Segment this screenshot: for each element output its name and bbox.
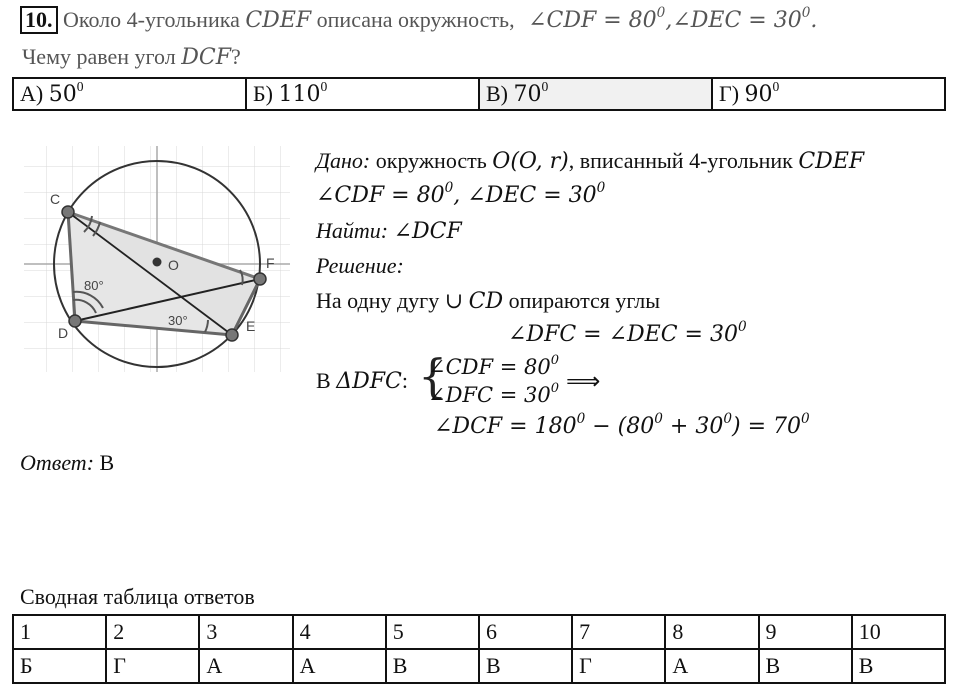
problem-question: Чему равен угол <box>22 44 176 69</box>
problem-text-2: описана окружность, <box>316 7 515 32</box>
summary-numbers-row <box>13 615 945 649</box>
option-b[interactable]: Б) $110^0$ <box>246 78 479 110</box>
given-line-2: ∠CDF = $80^0$, ∠DEC = $30^0$ <box>316 179 606 208</box>
problem-question-angle: DCF <box>181 45 231 70</box>
summary-answer: В <box>852 649 945 683</box>
summary-title: Сводная таблица ответов <box>20 584 255 609</box>
solution-label: Решение: <box>316 253 404 278</box>
summary-answer: А <box>199 649 292 683</box>
arc-line <box>316 288 660 314</box>
problem-angle-2: ∠DEC = 30 <box>672 8 802 33</box>
triangle-name: ΔDFC <box>336 369 402 394</box>
label-angle-80: 80° <box>84 278 104 293</box>
summary-table <box>12 614 946 684</box>
summary-number: 5 <box>386 615 479 649</box>
find-line <box>316 218 462 244</box>
options-table <box>12 77 946 111</box>
point-f <box>254 273 266 285</box>
system-line-1: ∠CDF = $80^0$ <box>428 353 560 379</box>
answer-line <box>20 450 114 476</box>
problem-line-1: 10. Около 4-угольника CDEF описана окружность, ∠CDF = $80^0,\angle DEC = 30^0$. <box>20 6 817 34</box>
given-text: окружность <box>375 148 487 173</box>
final-equation: ∠DCF = $180^0 - (80^0 + 30^0) = 70^0$ <box>434 410 810 439</box>
label-f: F <box>266 255 275 271</box>
answer-label: Ответ: <box>20 450 95 475</box>
point-o <box>153 258 162 267</box>
given-circle: O(O, r) <box>492 149 569 174</box>
summary-number: 3 <box>199 615 292 649</box>
summary-number: 10 <box>852 615 945 649</box>
problem-figure: CDEF <box>245 8 312 33</box>
given-label: Дано: <box>316 148 371 173</box>
option-g[interactable]: Г) $90^0$ <box>712 78 945 110</box>
problem-number: 10. <box>20 6 58 34</box>
arc-name: CD <box>468 289 504 314</box>
system-brace: { <box>418 349 448 403</box>
summary-number: 9 <box>759 615 852 649</box>
given-angle-b: , ∠DEC = 30 <box>453 183 597 208</box>
label-e: E <box>246 318 256 334</box>
given-figure: CDEF <box>798 149 865 174</box>
summary-number: 4 <box>293 615 386 649</box>
summary-answer: В <box>386 649 479 683</box>
label-angle-30: 30° <box>168 313 188 328</box>
implies-symbol: ⟹ <box>566 367 601 395</box>
question-mark: ? <box>230 44 241 69</box>
summary-answer: Г <box>106 649 199 683</box>
problem-text-1: Около 4-угольника <box>63 7 240 32</box>
summary-answer: Б <box>13 649 106 683</box>
summary-number: 7 <box>572 615 665 649</box>
problem-line-2 <box>22 44 241 70</box>
summary-number: 2 <box>106 615 199 649</box>
arc-text-2: опираются углы <box>508 288 661 313</box>
summary-answer: А <box>293 649 386 683</box>
equation-1-text: ∠DFC = ∠DEC = 30 <box>508 322 738 347</box>
option-v[interactable]: В) $70^0$ <box>479 78 712 110</box>
summary-answer: В <box>759 649 852 683</box>
option-a[interactable]: А) $50^0$ <box>13 78 246 110</box>
degree-mark: 0 <box>801 4 811 21</box>
point-c <box>62 206 74 218</box>
label-o: O <box>168 257 179 273</box>
point-e <box>226 329 238 341</box>
answer-value: В <box>99 450 115 475</box>
triangle-line: В ΔDFC: <box>316 368 408 394</box>
summary-number: 6 <box>479 615 572 649</box>
find-label: Найти: <box>316 218 389 243</box>
summary-number: 8 <box>665 615 758 649</box>
degree-mark: 0 <box>656 4 666 21</box>
label-d: D <box>58 325 69 341</box>
given-line-1 <box>316 148 864 174</box>
summary-answer: Г <box>572 649 665 683</box>
triangle-prefix: В <box>316 368 331 393</box>
point-d <box>69 315 81 327</box>
summary-answer: А <box>665 649 758 683</box>
summary-number: 1 <box>13 615 106 649</box>
problem-angle-1: ∠CDF = 80 <box>528 8 657 33</box>
arc-text: На одну дугу ∪ <box>316 288 464 313</box>
given-text-2: , вписанный 4-угольник <box>568 148 793 173</box>
system-line-2: ∠DFC = $30^0$ <box>428 381 560 407</box>
summary-answers-row <box>13 649 945 683</box>
equation-1: ∠DFC = ∠DEC = $30^0$ <box>508 318 747 347</box>
label-c: C <box>50 191 61 207</box>
summary-answer: В <box>479 649 572 683</box>
given-angle-a: ∠CDF = 80 <box>316 183 445 208</box>
geometry-figure <box>20 140 300 380</box>
find-value: ∠DCF <box>393 219 462 244</box>
